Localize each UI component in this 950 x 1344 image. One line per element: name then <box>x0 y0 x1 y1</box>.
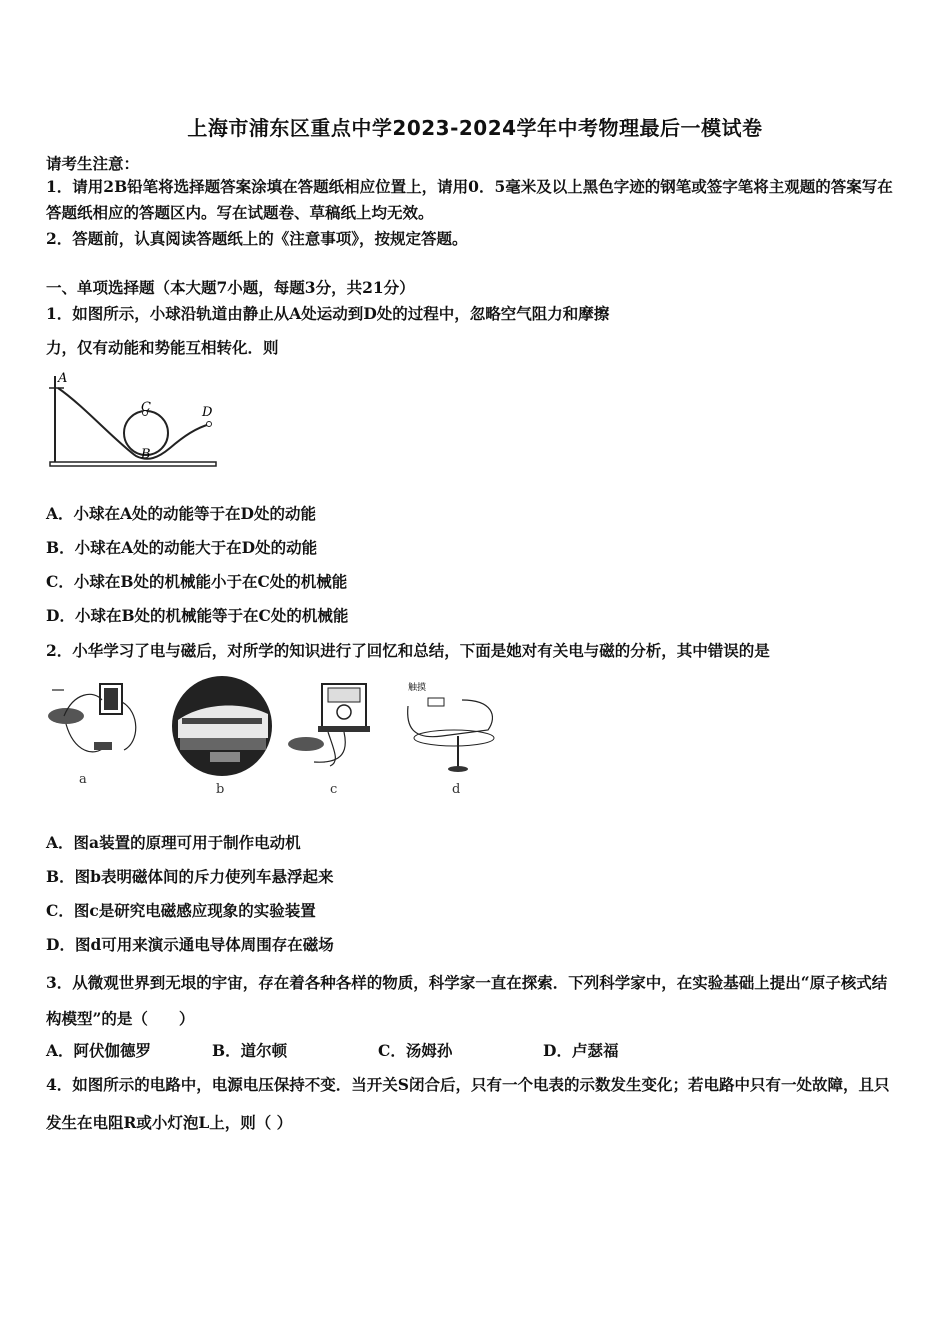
page-title: 上海市浦东区重点中学2023-2024学年中考物理最后一模试卷 <box>187 116 763 140</box>
touch-label: 触摸 <box>408 683 427 693</box>
q2-option-d: D．图d可用来演示通电导体周围存在磁场 <box>46 935 334 954</box>
q1-option-d: D．小球在B处的机械能等于在C处的机械能 <box>46 606 349 625</box>
magnet <box>288 737 324 751</box>
q2-figure-c <box>284 680 380 772</box>
q2-option-b: B．图b表明磁体间的斥力使列车悬浮起来 <box>46 867 334 886</box>
q2-stem: 2．小华学习了电与磁后，对所学的知识进行了回忆和总结，下面是她对有关电与磁的分析，其中错误的是 <box>46 641 770 660</box>
battery <box>428 698 444 706</box>
caption-b: b <box>216 782 225 797</box>
battery-cell <box>104 688 118 710</box>
q2-option-a: A．图a装置的原理可用于制作电动机 <box>46 833 301 852</box>
q1-option-a: A．小球在A处的动能等于在D处的动能 <box>46 504 316 523</box>
notice-item-2: 2．答题前，认真阅读答题纸上的《注意事项》，按规定答题。 <box>46 229 468 248</box>
caption-c: c <box>330 782 338 797</box>
q2-option-c: C．图c是研究电磁感应现象的实验装置 <box>46 901 316 920</box>
q2-figure-a <box>44 672 144 772</box>
q3-option-a: A．阿伏伽德罗 <box>46 1041 152 1060</box>
q1-option-c: C．小球在B处的机械能小于在C处的机械能 <box>46 572 348 591</box>
wire-loop <box>408 700 493 737</box>
label-c: C <box>141 400 151 415</box>
switch <box>94 742 112 750</box>
q3-option-b: B．道尔顿 <box>212 1041 288 1060</box>
magnet-horseshoe <box>48 708 84 724</box>
q3-option-d: D．卢瑟福 <box>543 1041 619 1060</box>
q1-stem-line1: 1．如图所示，小球沿轨道由静止从A处运动到D处的过程中，忽略空气阻力和摩擦 <box>46 304 610 323</box>
label-d: D <box>202 405 213 420</box>
q4-stem: 4．如图所示的电路中，电源电压保持不变．当开关S闭合后，只有一个电表的示数发生变化；若电路中只有一处故障，且只发生在电阻R或小灯泡L上，则（ ） <box>46 1075 890 1132</box>
caption-a: a <box>79 772 87 787</box>
notice-heading: 请考生注意： <box>46 154 140 173</box>
q1-option-b: B．小球在A处的动能大于在D处的动能 <box>46 538 318 557</box>
section-heading: 一、单项选择题（本大题7小题，每题3分，共21分） <box>46 278 415 297</box>
point-d-dot <box>207 422 212 427</box>
q1-track-figure <box>44 366 224 474</box>
q2-figure-b <box>170 674 274 778</box>
notice-item-1: 1．请用2B铅笔将选择题答案涂填在答题纸相应位置上，请用0．5毫米及以上黑色字迹的钢笔或签字笔将主观题的答案写在答题纸相应的答题区内。写在试题卷、草稿纸上均无效。 <box>46 177 893 222</box>
q2-figure-d <box>402 676 506 776</box>
ground-bar <box>50 462 216 466</box>
caption-d: d <box>452 782 461 797</box>
label-a: A <box>58 371 68 386</box>
q3-stem: 3．从微观世界到无垠的宇宙，存在着各种各样的物质，科学家一直在探索．下列科学家中，在实验基础上提出“原子核式结构模型”的是（ ） <box>46 973 888 1028</box>
q3-option-c: C．汤姆孙 <box>378 1041 453 1060</box>
q1-stem-line2: 力，仅有动能和势能互相转化．则 <box>46 338 279 357</box>
label-b: B <box>141 447 151 462</box>
track-curve <box>58 388 210 459</box>
